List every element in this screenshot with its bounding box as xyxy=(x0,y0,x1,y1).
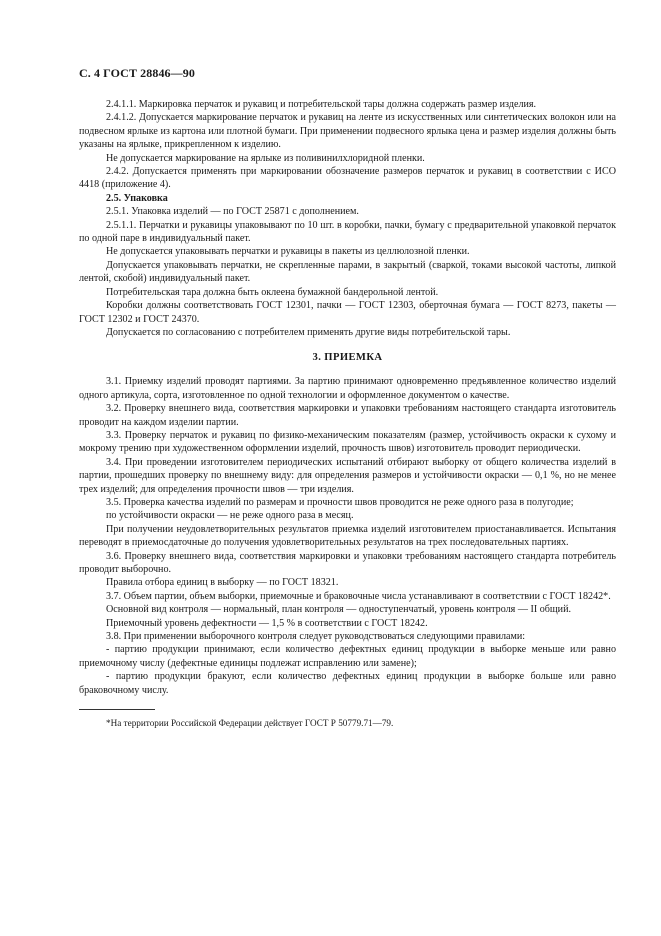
paragraph: по устойчивости окраски — не реже одного раза в месяц. xyxy=(106,510,354,522)
footnote: *На территории Российской Федерации действует ГОСТ Р 50779.71—79. xyxy=(106,718,394,729)
paragraph: 2.5.1.1. Перчатки и рукавицы упаковывают по 10 шт. в коробки, пачки, бумагу с предварительной упаковкой перчаток по одной паре в индивидуальный пакет. xyxy=(79,219,616,245)
paragraph: - партию продукции бракуют, если количество дефектных единиц продукции в выборке больше или равно браковочному числу. xyxy=(79,671,616,696)
paragraph: 3.5. Проверка качества изделий по размерам и прочности швов проводится не реже одного раза в полугодие; xyxy=(106,496,574,508)
paragraph: 2.4.2. Допускается применять при маркировании обозначение размеров перчаток и рукавиц в соответствии с ИСО 4418 (приложение 4). xyxy=(79,166,616,191)
paragraph: Не допускается маркирование на ярлыке из поливинилхлоридной пленки. xyxy=(106,152,425,164)
section-title-acceptance: 3. ПРИЕМКА xyxy=(312,352,383,364)
paragraph: 2.4.1.2. Допускается маркирование перчаток и рукавиц на ленте из искусственных или синтетических волокон или на подвесном ярлыке из картона или плотной бумаги. При применении подвесного ярлыка цена и размер изделия должны быть указаны на ярлыке, прикрепленном к изделию. xyxy=(79,112,616,151)
packaging-section xyxy=(79,205,616,339)
paragraph: 3.1. Приемку изделий проводят партиями. За партию принимают одновременно предъявленное количество изделий одного артикула, сорта, изготовленное по одной технологии и оформленное документом о качестве. xyxy=(79,376,616,401)
marking-section xyxy=(79,98,616,192)
paragraph: 3.8. При применении выборочного контроля следует руководствоваться следующими правилами: xyxy=(106,631,526,643)
paragraph: Приемочный уровень дефектности — 1,5 % в соответствии с ГОСТ 18242. xyxy=(106,617,428,629)
paragraph: - партию продукции принимают, если количество дефектных единиц продукции в выборке меньше или равно приемочному числу (дефектные единицы подлежат исправлению или замене); xyxy=(79,644,616,669)
paragraph: Коробки должны соответствовать ГОСТ 12301, пачки — ГОСТ 12303, оберточная бумага — ГОСТ 8273, пакеты — ГОСТ 12302 и ГОСТ 24370. xyxy=(79,300,616,325)
document-page xyxy=(79,66,616,729)
paragraph: 3.3. Проверку перчаток и рукавиц по физико-механическим показателям (размер, устойчивость окраски к сухому и мокрому трению при художественном оформлении изделий, прочность швов) изготовитель проводит периодически. xyxy=(79,429,616,455)
footnote-divider xyxy=(79,709,155,710)
paragraph: Допускается упаковывать перчатки, не скрепленные парами, в закрытый (сваркой, токами высокой частоты, липкой лентой, скобой) индивидуальный пакет. xyxy=(79,259,616,285)
paragraph: 3.7. Объем партии, объем выборки, приемочные и браковочные числа устанавливают в соответствии с ГОСТ 18242*. xyxy=(106,590,611,602)
paragraph: При получении неудовлетворительных результатов приемка изделий изготовителем приостанавливается. Испытания переводят в приемосдаточные до получения удовлетворительных результатов на трех последовательных партиях. xyxy=(79,523,616,549)
paragraph: 3.6. Проверку внешнего вида, соответствия маркировки и упаковки требованиям настоящего стандарта потребитель проводит выборочно. xyxy=(79,550,616,575)
subsection-title-packaging: 2.5. Упаковка xyxy=(106,192,168,204)
acceptance-section xyxy=(79,375,616,697)
paragraph: 3.2. Проверку внешнего вида, соответствия маркировки и упаковки требованиям настоящего стандарта изготовитель проводит на каждом изделии партии. xyxy=(79,403,616,428)
paragraph: 3.4. При проведении изготовителем периодических испытаний отбирают выборку от общего количества изделий в партии, прошедших проверку по внешнему виду: для определения размеров и устойчивости окраски — 0,1 %, но не менее трех изделий; для определения прочности швов — три изделия. xyxy=(79,456,616,495)
paragraph: Потребительская тара должна быть оклеена бумажной бандерольной лентой. xyxy=(106,286,439,298)
paragraph: Основной вид контроля — нормальный, план контроля — одноступенчатый, уровень контроля — II общий. xyxy=(106,604,571,616)
paragraph: 2.4.1.1. Маркировка перчаток и рукавиц и потребительской тары должна содержать размер изделия. xyxy=(106,99,537,110)
paragraph: 2.5.1. Упаковка изделий — по ГОСТ 25871 с дополнением. xyxy=(106,206,359,218)
page-header: С. 4 ГОСТ 28846—90 xyxy=(79,66,195,80)
paragraph: Не допускается упаковывать перчатки и рукавицы в пакеты из целлюлозной пленки. xyxy=(106,246,470,258)
paragraph: Правила отбора единиц в выборку — по ГОСТ 18321. xyxy=(106,577,339,589)
paragraph: Допускается по согласованию с потребителем применять другие виды потребительской тары. xyxy=(106,326,511,338)
